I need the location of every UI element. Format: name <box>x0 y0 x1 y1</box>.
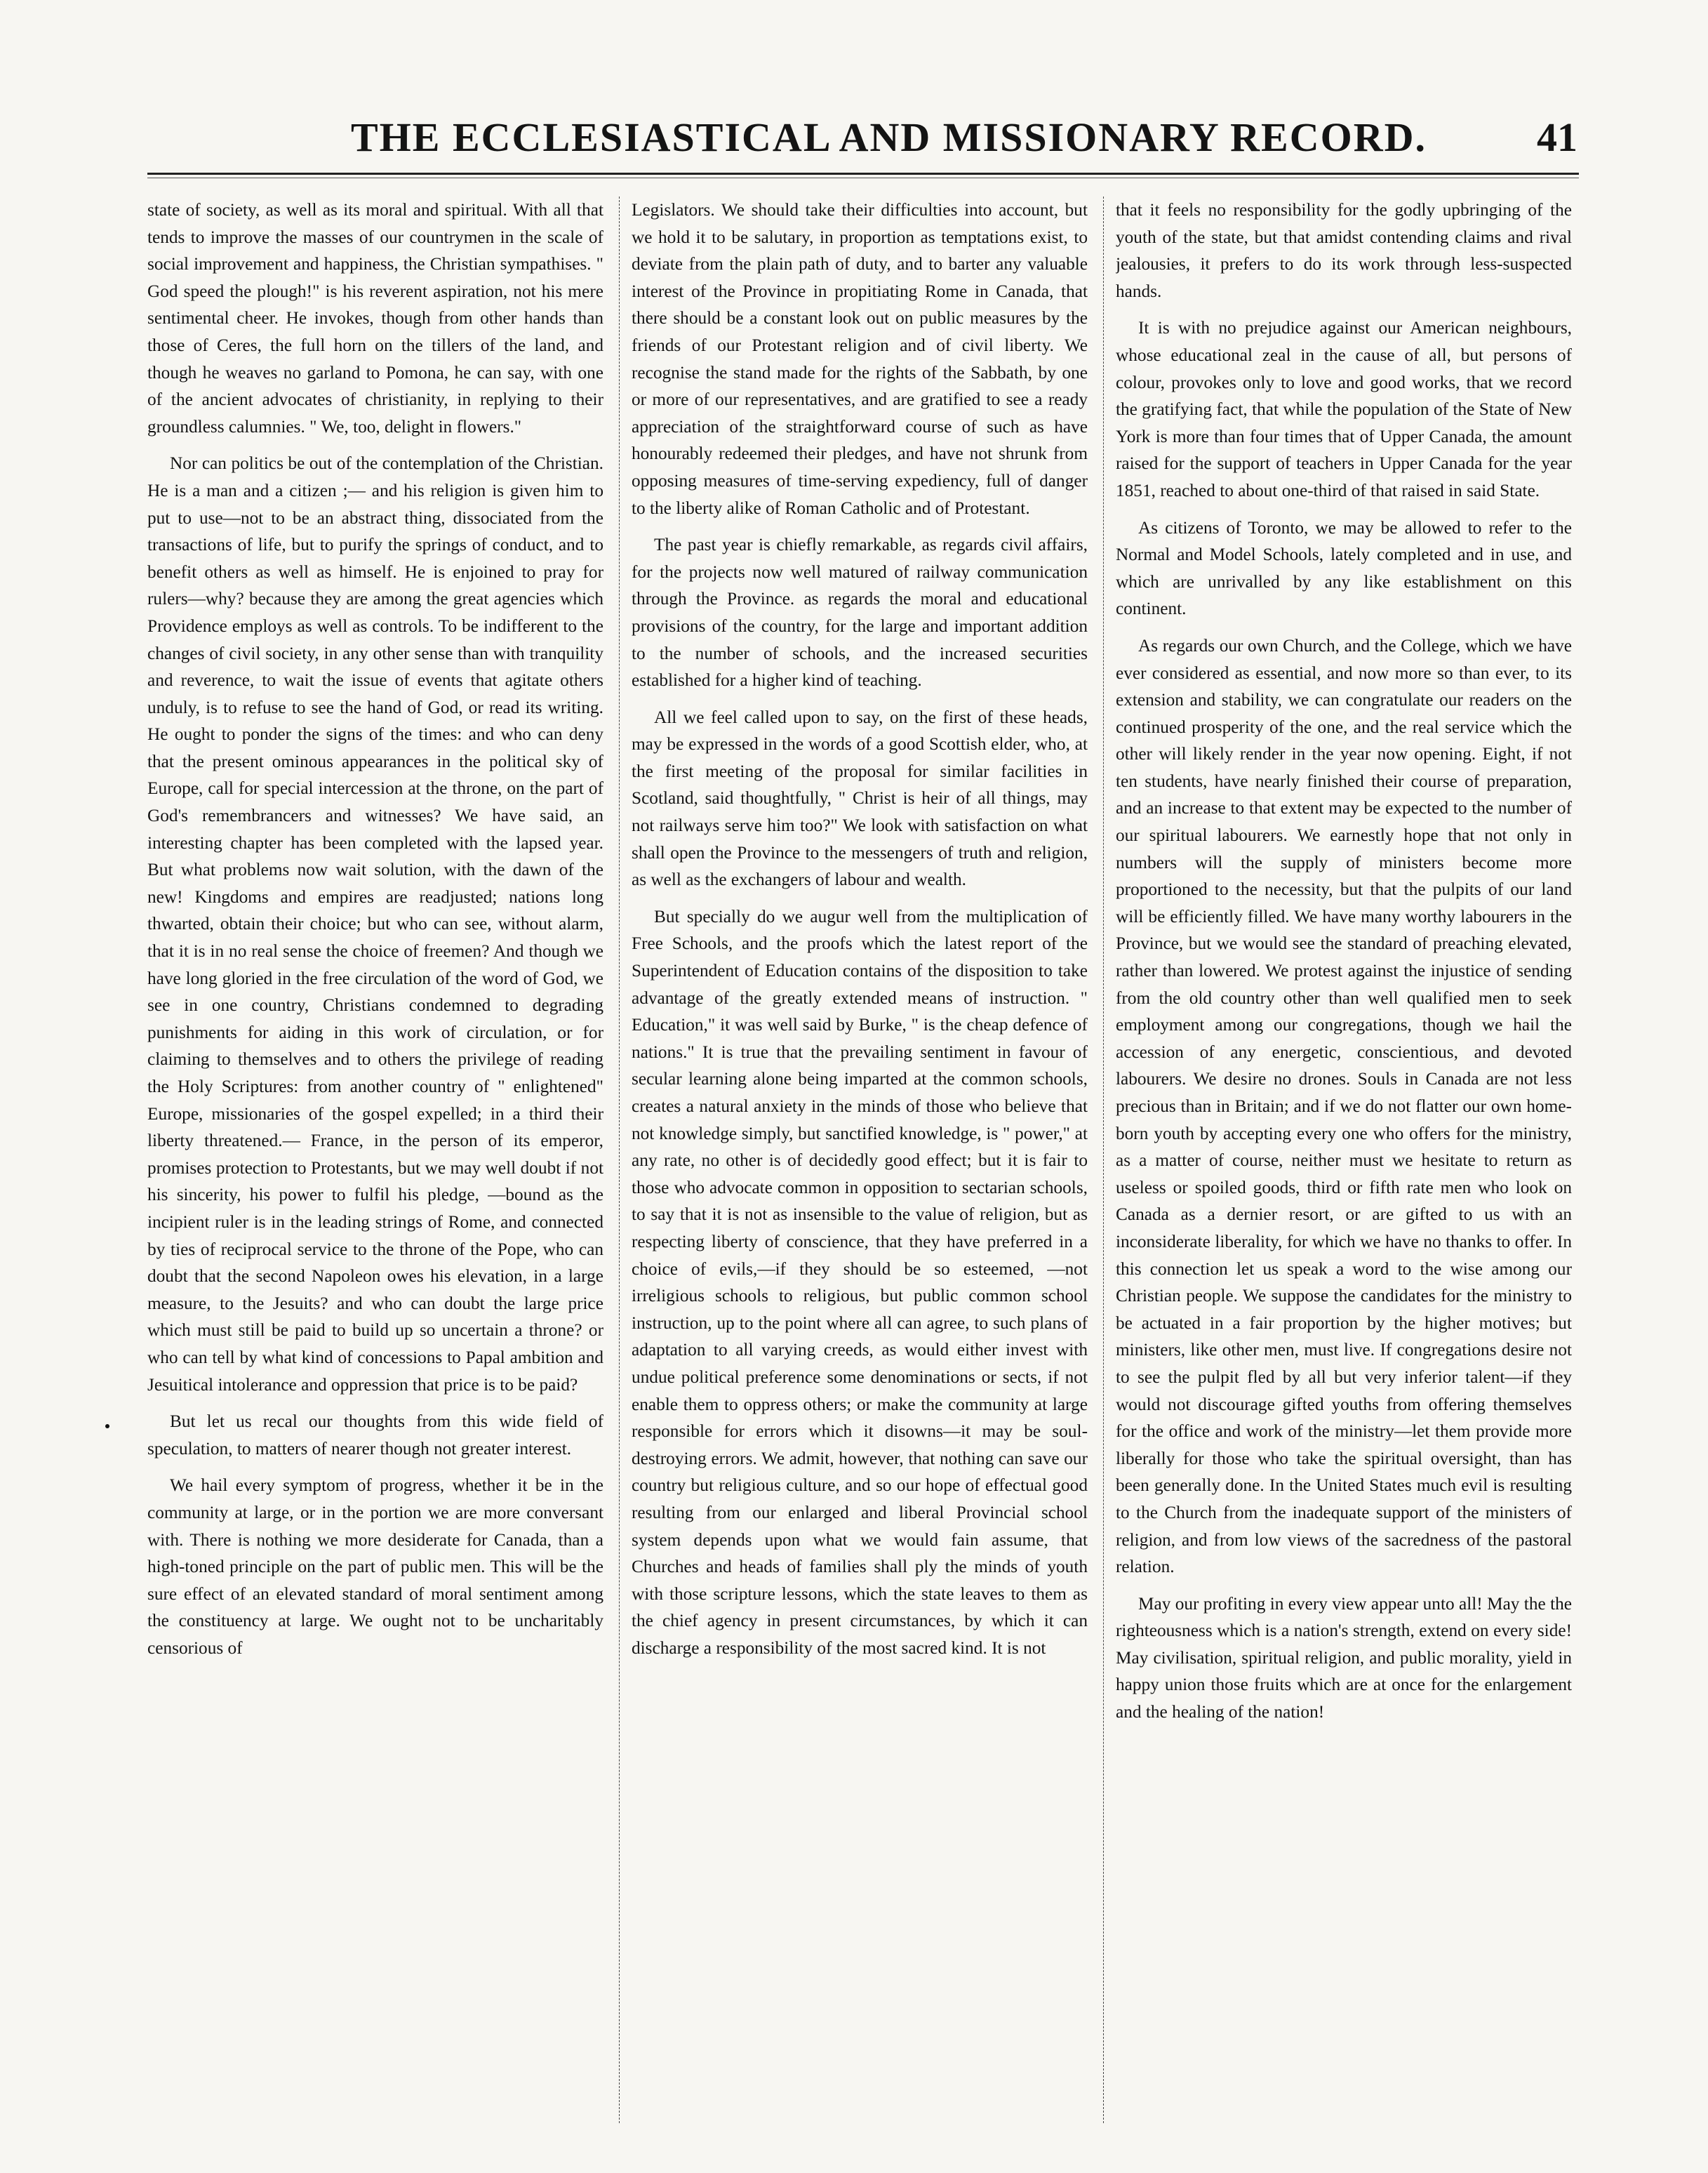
paragraph: But let us recal our thoughts from this wide field of speculation, to matters of nearer though not greater interest. <box>147 1411 603 1458</box>
paragraph: But specially do we augur well from the multiplication of Free Schools, and the proofs which the latest report of the Superintendent of Education contains of the disposition to take advantage of the greatly extended means of instruction. " Education," it was well said by Burke, " is the cheap defence of nations." It is true that the prevailing sentiment in favour of secular learning alone being imparted at the common schools, creates a natural anxiety in the minds of those who believe that not knowledge simply, but sanctified knowledge, is " power," at any rate, no other is of decidedly good effect; but it is fair to those who advocate common in opposition to sectarian schools, to say that it is not as insensible to the value of religion, but as respecting liberty of conscience, that they have preferred in a choice of evils,—if they should be so esteemed, —not irreligious schools to religious, but public common school instruction, up to the point where all can agree, to such plans of adaptation to all varying creeds, as would either invest with undue political preference some denominations or sects, if not enable them to oppress others; or make the community at large responsible for errors which it disowns—it may be soul-destroying errors. We admit, however, that nothing can save our country but religious culture, and so our hope of effectual good resulting from our enlarged and liberal Provincial school system depends upon what we would fain assume, that Churches and heads of families shall ply the minds of youth with those scripture lessons, which the state leaves to them as the chief agency in present circumstances, by which it can discharge a responsibility of the most sacred kind. It is not <box>632 906 1088 1658</box>
page-number: 41 <box>1537 114 1577 160</box>
paragraph: As citizens of Toronto, we may be allowed to refer to the Normal and Model Schools, lately completed and in use, and which are unrivalled by any like establishment on this continent. <box>1116 517 1572 619</box>
paragraph: Nor can politics be out of the contemplation of the Christian. He is a man and a citizen ;— and his religion is given him to put to use—not to be an abstract thing, dissociated from the transactions of life, but to purify the springs of conduct, and to benefit others as well as himself. He is enjoined to pray for rulers—why? because they are among the great agencies which Providence employs as well as controls. To be indifferent to the changes of civil society, in any other sense than with tranquility and reverence, to wait the issue of events that agitate others unduly, is to refuse to see the hand of God, or read its writing. He ought to ponder the signs of the times: and who can deny that the present ominous appearances in the political sky of Europe, call for special intercession at the throne, on the part of God's remembrancers and witnesses? We have said, an interesting chapter has been completed with the lapsed year. But what problems now wait solution, with the dawn of the new! Kingdoms and empires are readjusted; nations long thwarted, obtain their choice; but who can see, without alarm, that it is in no real sense the choice of freemen? And though we have long gloried in the free circulation of the word of God, we see in one country, Christians condemned to degrading punishments for aiding in this work of circulation, or for claiming to themselves and to others the privilege of reading the Holy Scriptures: from another country of " enlightened" Europe, missionaries of the gospel expelled; in a third their liberty threatened.— France, in the person of its emperor, promises protection to Protestants, but we may well doubt if not his sincerity, his power to fulfil his pledge, —bound as the incipient ruler is in the leading strings of Rome, and connected by ties of reciprocal service to the throne of the Pope, who can doubt that the second Napoleon owes his elevation, in a large measure, to the Jesuits? and who can doubt the large price which must still be paid to build up so uncertain a throne? or who can tell by what kind of concessions to Papal ambition and Jesuitical intolerance and oppression that price is to be paid? <box>147 453 603 1395</box>
paragraph: All we feel called upon to say, on the first of these heads, may be expressed in the words of a good Scottish elder, who, at the first meeting of the proposal for similar facilities in Scotland, said thoughtfully, " Christ is heir of all things, may not railways serve him too?" We look with satisfaction on what shall open the Province to the messengers of truth and religion, as well as the exchangers of labour and wealth. <box>632 707 1088 890</box>
paragraph: state of society, as well as its moral and spiritual. With all that tends to improve the masses of our countrymen in the scale of social improvement and happiness, the Christian sympathises. " God speed the plough!" is his reverent aspiration, not his mere sentimental cheer. He invokes, though from other hands than those of Ceres, the full horn on the tillers of the land, and though he weaves no garland to Pomona, he can say, with one of the ancient advocates of christianity, in replying to their groundless calumnies. " We, too, delight in flowers." <box>147 200 603 437</box>
paragraph: Legislators. We should take their difficulties into account, but we hold it to be salutary, in proportion as temptations exist, to deviate from the plain path of duty, and to barter any valuable interest of the Province in propitiating Rome in Canada, that there should be a constant look out on public measures by the friends of our Protestant religion and of civil liberty. We recognise the stand made for the rights of the Sabbath, by one or more of our representatives, and are gratified to see a ready appreciation of the straightforward course of such as have honourably redeemed their pledges, and have not shrunk from opposing measures of time-serving expediency, full of danger to the liberty alike of Roman Catholic and of Protestant. <box>632 200 1088 518</box>
journal-title: THE ECCLESIASTICAL AND MISSIONARY RECORD. <box>351 114 1427 160</box>
paragraph: May our profiting in every view appear unto all! May the the righteousness which is a nation's strength, extend on every side! May civilisation, spiritual religion, and public morality, yield in happy union those fruits which are at once for the enlargement and the healing of the nation! <box>1116 1593 1572 1722</box>
paragraph: As regards our own Church, and the College, which we have ever considered as essential, and now more so than ever, to its extension and stability, we can congratulate our readers on the continued prosperity of the one, and the real service which the other will likely render in the year now opening. Eight, if not ten students, have nearly finished their course of preparation, and an increase to that extent may be expected to the number of our spiritual labourers. We earnestly hope that not only in numbers will the supply of ministers become more proportioned to the necessity, but that the pulpits of our land will be efficiently filled. We have many worthy labourers in the Province, but we would see the standard of preaching elevated, rather than lowered. We protest against the injustice of sending from the old country other than well qualified men to seek employment among our congregations, though we hail the accession of any energetic, conscientious, and devoted labourers. We desire no drones. Souls in Canada are not less precious than in Britain; and if we do not flatter our own home-born youth by accepting every one who offers for the ministry, as a matter of course, neither must we hesitate to return as useless or spoiled goods, third or fifth rate men who look on Canada as a dernier resort, or are gifted to us with an inconsiderate liberality, for which we have no thanks to offer. In this connection let us speak a word to the wise among our Christian people. We suppose the candidates for the ministry to be actuated in a fair proportion by the higher motives; but ministers, like other men, must live. If congregations desire not to see the pulpit fled by all but very inferior talent—if they would not discourage gifted youths from offering themselves for the office and work of the ministry—let them provide more liberally for those who take the spiritual oversight, than has been generally done. In the United States much evil is resulting to the Church from the inadequate support of the ministers of religion, and from low views of the sacredness of the pastoral relation. <box>1116 635 1572 1577</box>
column-right <box>1116 197 1572 2123</box>
column-left <box>147 197 603 2123</box>
column-middle <box>632 197 1088 2123</box>
paragraph: We hail every symptom of progress, whether it be in the community at large, or in the portion we are more conversant with. There is nothing we more desiderate for Canada, than a high-toned principle on the part of public men. This will be the sure effect of an elevated standard of moral sentiment among the constituency at large. We ought not to be uncharitably censorious of <box>147 1475 603 1658</box>
column-divider <box>1103 197 1104 2123</box>
header-rule <box>147 173 1579 175</box>
running-header <box>147 105 1579 170</box>
column-divider <box>619 197 620 2123</box>
margin-mark <box>105 1424 109 1428</box>
paragraph: that it feels no responsibility for the godly upbringing of the youth of the state, but that amidst contending claims and rival jealousies, it prefers to do its work through less-suspected hands. <box>1116 200 1572 301</box>
paragraph: The past year is chiefly remarkable, as regards civil affairs, for the projects now well matured of railway communication through the Province. as regards the moral and educational provisions of the country, for the large and important addition to the number of schools, and the increased securities established for a higher kind of teaching. <box>632 535 1088 691</box>
page <box>147 105 1579 2127</box>
paragraph: It is with no prejudice against our American neighbours, whose educational zeal in the cause of all, but persons of colour, provokes only to love and good works, that we record the gratifying fact, that while the population of the State of New York is more than four times that of Upper Canada, the amount raised for the support of teachers in Upper Canada for the year 1851, reached to about one-third of that raised in said State. <box>1116 318 1572 500</box>
